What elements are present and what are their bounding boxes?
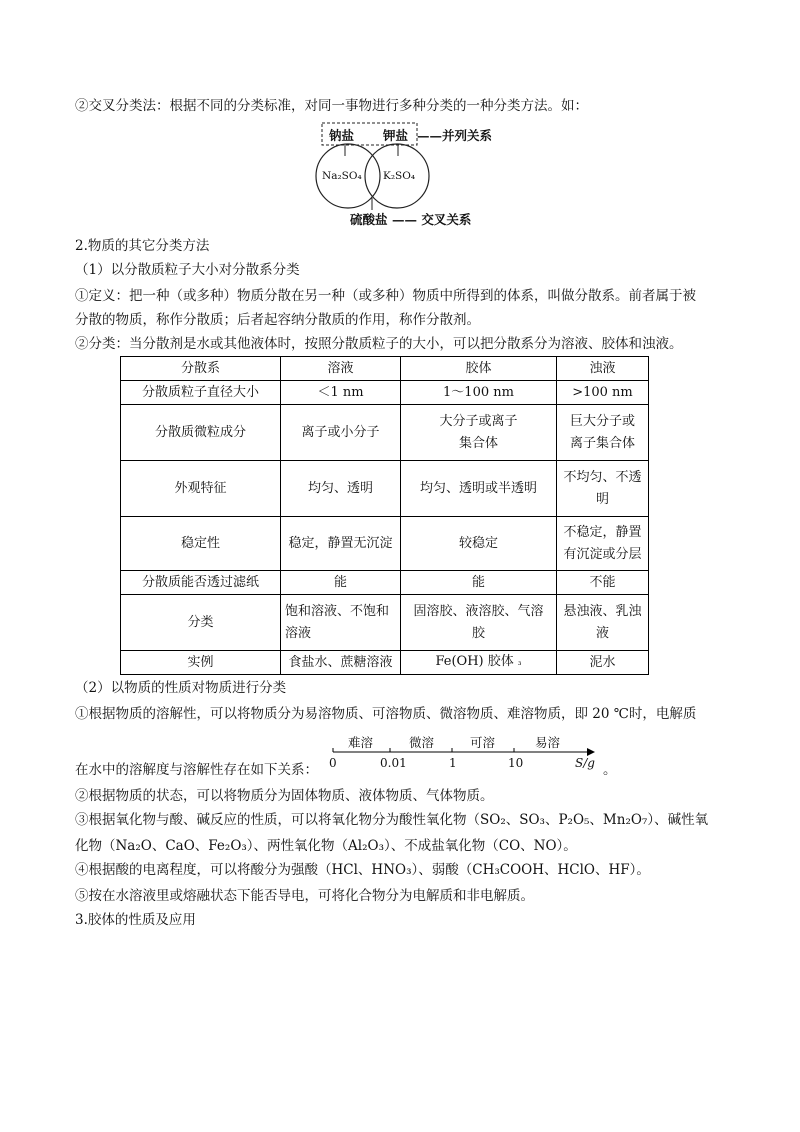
table-cell bbox=[401, 651, 557, 675]
table-cell bbox=[281, 595, 401, 651]
dispersion-table bbox=[120, 356, 649, 675]
table-cell: 均匀、透明 bbox=[281, 461, 401, 517]
table-cell: 稳定，静置无沉淀 bbox=[281, 517, 401, 571]
table-cell: 胶体 bbox=[401, 357, 557, 381]
table-cell bbox=[557, 517, 649, 571]
cross-relation-label: —— 交叉关系 bbox=[392, 212, 472, 227]
table-row bbox=[121, 381, 649, 405]
table-cell: 分散系 bbox=[121, 357, 281, 381]
potassium-salt-label: 钾盐 bbox=[383, 128, 409, 143]
scale-tick: 0 bbox=[329, 756, 337, 770]
table-cell bbox=[557, 595, 649, 651]
solubility-scale bbox=[325, 732, 600, 776]
scale-tick: 10 bbox=[508, 756, 524, 770]
sodium-salt-label: 钠盐 bbox=[329, 128, 355, 143]
table-cell: 食盐水、蔗糖溶液 bbox=[281, 651, 401, 675]
cross-classification-diagram bbox=[300, 118, 500, 228]
table-cell: 浊液 bbox=[557, 357, 649, 381]
cell-line: 不稳定，静置 bbox=[563, 524, 642, 540]
scale-period: 。 bbox=[603, 762, 617, 778]
table-cell bbox=[401, 405, 557, 461]
acid-line: ④根据酸的电离程度，可以将酸分为强酸（HCl、HNO₃）、弱酸（CH₃COOH、HClO、HF）。 bbox=[75, 862, 650, 878]
table-cell: 泥水 bbox=[557, 651, 649, 675]
table-row bbox=[121, 571, 649, 595]
sulfate-label: 硫酸盐 bbox=[350, 212, 388, 227]
table-cell: >100 nm bbox=[557, 381, 649, 405]
oxide-line-2: 化物（Na₂O、CaO、Fe₂O₃）、两性氧化物（Al₂O₃）、不成盐氧化物（CO、NO）。 bbox=[75, 838, 577, 854]
scale-zone: 难溶 bbox=[348, 735, 374, 750]
definition-line-1: ①定义：把一种（或多种）物质分散在另一种（或多种）物质中所得到的体系，叫做分散系。前者属于被 bbox=[75, 288, 696, 304]
solubility-line-2: 在水中的溶解度与溶解性存在如下关系： bbox=[75, 762, 318, 778]
table-cell: 较稳定 bbox=[401, 517, 557, 571]
cell-line: 巨大分子或 bbox=[569, 413, 635, 429]
k2so4-label: K₂SO₄ bbox=[383, 170, 416, 182]
table-row bbox=[121, 405, 649, 461]
table-cell: 离子或小分子 bbox=[281, 405, 401, 461]
cross-classification-intro: ②交叉分类法：根据不同的分类标准，对同一事物进行多种分类的一种分类方法。如： bbox=[75, 98, 588, 114]
cell-line: 液 bbox=[595, 625, 609, 641]
scale-tick: 0.01 bbox=[380, 756, 407, 770]
definition-line-2: 分散的物质，称作分散质；后者起容纳分散质的作用，称作分散剂。 bbox=[75, 312, 480, 328]
table-cell: 分散质粒子直径大小 bbox=[121, 381, 281, 405]
solubility-line-1: ①根据物质的溶解性，可以将物质分为易溶物质、可溶物质、微溶物质、难溶物质，即 20 ℃时，电解质 bbox=[75, 706, 697, 722]
table-cell: 分散质微粒成分 bbox=[121, 405, 281, 461]
cell-line: 固溶胶、液溶胶、气溶 bbox=[413, 603, 544, 619]
subsection-1-title: （1）以分散质粒子大小对分散系分类 bbox=[75, 262, 300, 278]
scale-zone: 可溶 bbox=[470, 735, 496, 750]
electrolyte-line: ⑤按在水溶液里或熔融状态下能否导电，可将化合物分为电解质和非电解质。 bbox=[75, 888, 534, 904]
table-cell: ＜1 nm bbox=[281, 381, 401, 405]
table-cell bbox=[557, 461, 649, 517]
state-line: ②根据物质的状态，可以将物质分为固体物质、液体物质、气体物质。 bbox=[75, 788, 494, 804]
table-cell: 分散质能否透过滤纸 bbox=[121, 571, 281, 595]
cell-line: 离子集合体 bbox=[569, 435, 635, 451]
cell-line: 集合体 bbox=[458, 435, 498, 451]
table-cell: 均匀、透明或半透明 bbox=[401, 461, 557, 517]
section-2-title: 2.物质的其它分类方法 bbox=[75, 238, 210, 254]
na2so4-label: Na₂SO₄ bbox=[322, 170, 362, 182]
scale-zone: 微溶 bbox=[409, 735, 435, 750]
table-header-row bbox=[121, 357, 649, 381]
table-cell: 不能 bbox=[557, 571, 649, 595]
cell-line: 溶液 bbox=[285, 625, 312, 641]
table-cell: 分类 bbox=[121, 595, 281, 651]
section-3-title: 3.胶体的性质及应用 bbox=[75, 912, 196, 928]
oxide-line-1: ③根据氧化物与酸、碱反应的性质，可以将氧化物分为酸性氧化物（SO₂、SO₃、P₂O₅、Mn₂O₇）、碱性氧 bbox=[75, 812, 709, 828]
table-row bbox=[121, 461, 649, 517]
subsection-2-title: （2）以物质的性质对物质进行分类 bbox=[75, 680, 287, 696]
parallel-relation-label: ——并列关系 bbox=[417, 128, 493, 143]
table-cell bbox=[401, 595, 557, 651]
table-cell: 能 bbox=[281, 571, 401, 595]
cell-line: 有沉淀或分层 bbox=[563, 546, 642, 562]
cell-text: Fe(OH) 胶体 bbox=[435, 654, 514, 669]
table-cell: 外观特征 bbox=[121, 461, 281, 517]
table-cell: 溶液 bbox=[281, 357, 401, 381]
cell-line: 明 bbox=[595, 491, 609, 507]
scale-axis-label: S/g bbox=[575, 756, 595, 770]
cell-line: 不均匀、不透 bbox=[563, 469, 642, 485]
table-cell: 稳定性 bbox=[121, 517, 281, 571]
table-cell: 能 bbox=[401, 571, 557, 595]
table-row bbox=[121, 651, 649, 675]
table-cell: 实例 bbox=[121, 651, 281, 675]
cell-subscript: ₃ bbox=[517, 658, 522, 668]
scale-tick: 1 bbox=[449, 756, 457, 770]
classification-line: ②分类：当分散剂是水或其他液体时，按照分散质粒子的大小，可以把分散系分为溶液、胶体和浊液。 bbox=[75, 336, 683, 352]
table-cell: 1～100 nm bbox=[401, 381, 557, 405]
cell-line: 大分子或离子 bbox=[439, 413, 518, 429]
cell-line: 悬浊液、乳浊 bbox=[563, 603, 642, 619]
cell-line: 胶 bbox=[471, 625, 485, 641]
cell-line: 饱和溶液、不饱和 bbox=[285, 603, 390, 619]
table-row bbox=[121, 595, 649, 651]
table-cell bbox=[557, 405, 649, 461]
scale-zone: 易溶 bbox=[535, 735, 561, 750]
table-row bbox=[121, 517, 649, 571]
